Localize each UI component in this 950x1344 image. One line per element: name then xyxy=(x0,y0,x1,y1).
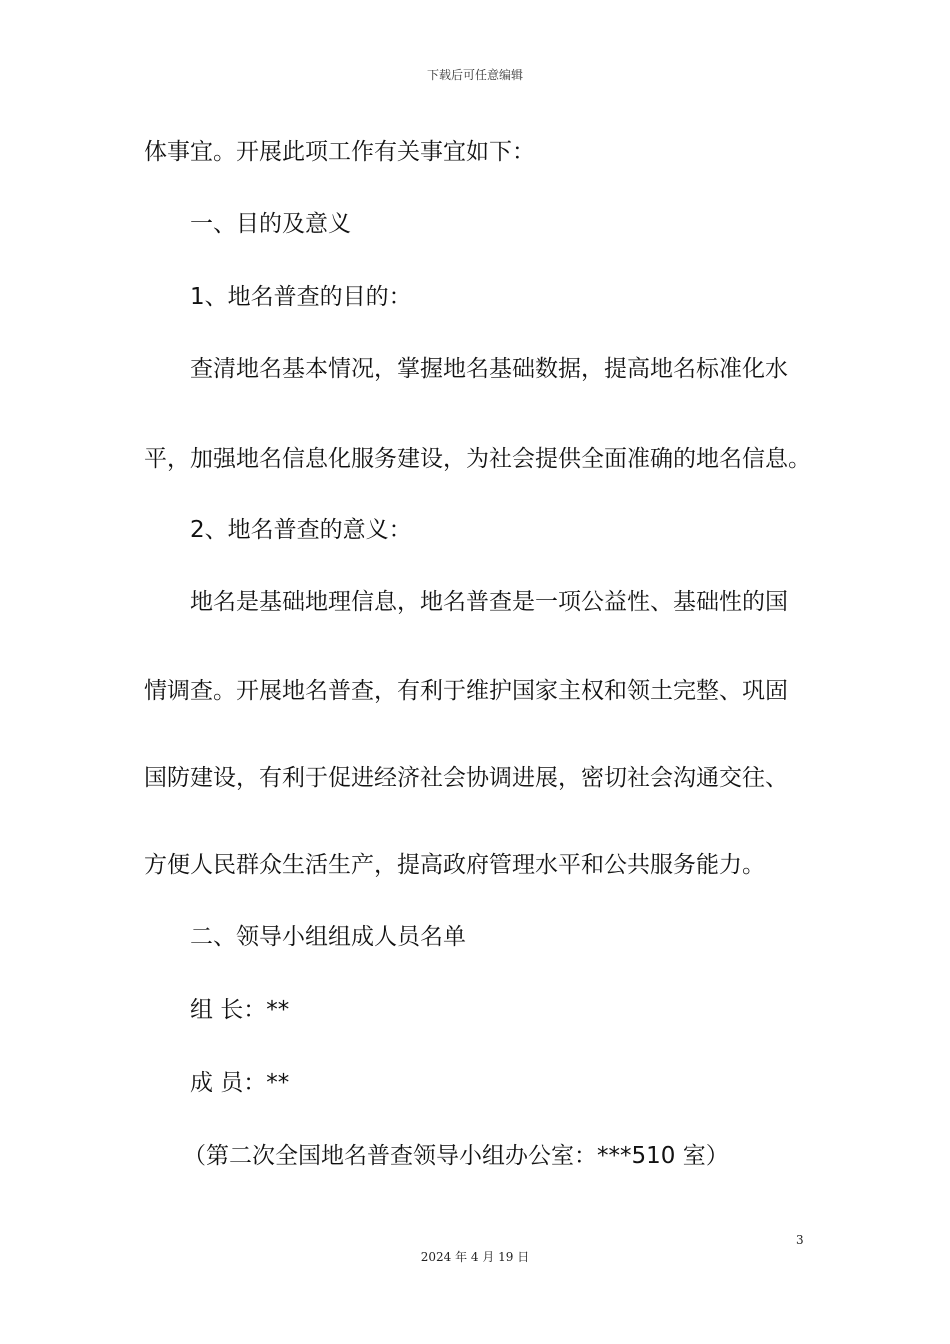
section-heading: 一、目的及意义 xyxy=(190,211,351,237)
paragraph-line: 地名是基础地理信息，地名普查是一项公益性、基础性的国 xyxy=(190,589,788,615)
office-note: （第二次全国地名普查领导小组办公室：***510 室） xyxy=(183,1143,729,1169)
page-header: 下载后可任意编辑 xyxy=(426,68,523,82)
subsection-heading: 1、地名普查的目的： xyxy=(190,284,412,310)
paragraph-line: 国防建设，有利于促进经济社会协调进展，密切社会沟通交往、 xyxy=(144,765,788,791)
footer-date: 2024 年 4 月 19 日 xyxy=(420,1250,530,1264)
paragraph-line: 查清地名基本情况，掌握地名基础数据，提高地名标准化水 xyxy=(190,356,788,382)
paragraph-line: 情调查。开展地名普查，有利于维护国家主权和领土完整、巩固 xyxy=(144,678,788,704)
member-line: 成 员：** xyxy=(190,1070,290,1096)
subsection-heading: 2、地名普查的意义： xyxy=(190,517,412,543)
paragraph-line: 体事宜。开展此项工作有关事宜如下： xyxy=(144,139,535,165)
page-number: 3 xyxy=(796,1233,804,1247)
paragraph-line: 平，加强地名信息化服务建设，为社会提供全面准确的地名信息。 xyxy=(144,446,811,472)
leader-line: 组 长：** xyxy=(190,997,290,1023)
section-heading: 二、领导小组组成人员名单 xyxy=(190,924,466,950)
paragraph-line: 方便人民群众生活生产，提高政府管理水平和公共服务能力。 xyxy=(144,852,765,878)
